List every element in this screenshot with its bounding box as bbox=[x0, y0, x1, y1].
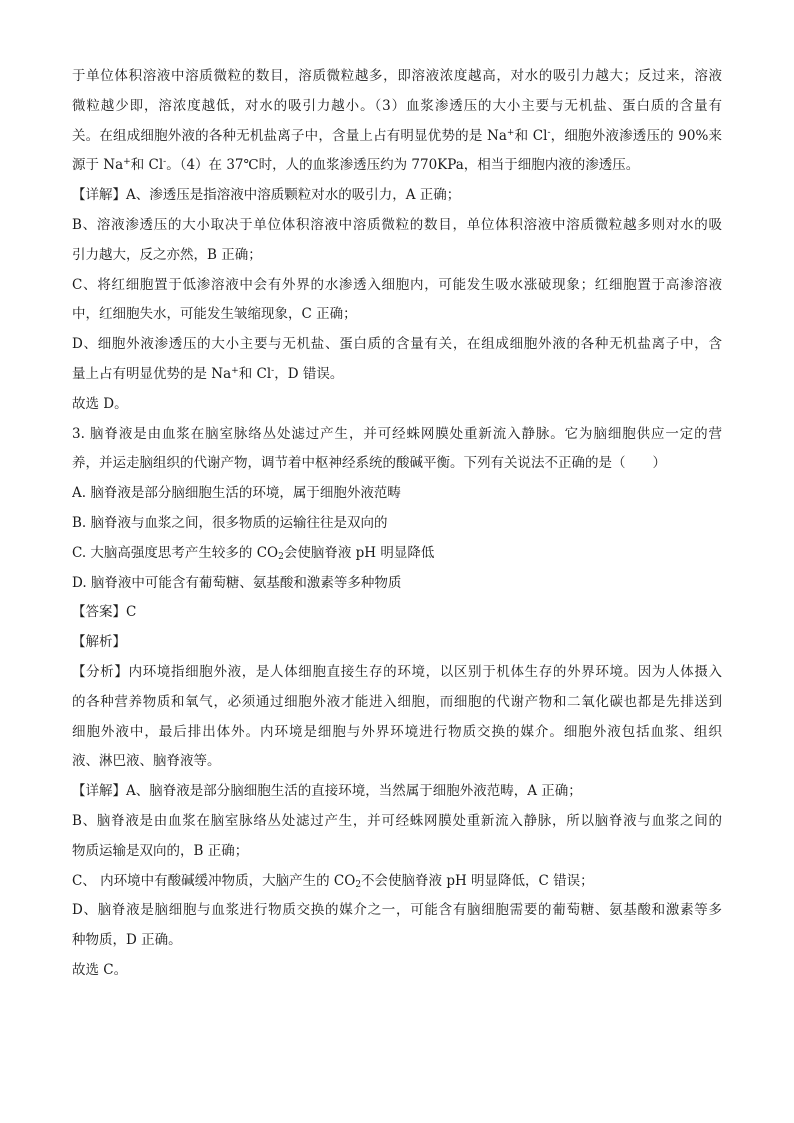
text-line: 种物质，D 正确。 bbox=[72, 932, 182, 949]
superscript: + bbox=[506, 127, 515, 138]
text-line: 【详解】A、脑脊液是部分脑细胞生活的直接环境，当然属于细胞外液范畴，A 正确； bbox=[72, 783, 582, 800]
text-line: 中，红细胞失水，可能发生皱缩现象，C 正确； bbox=[72, 306, 357, 323]
text-line: 【答案】C bbox=[72, 604, 137, 621]
text-line: 细胞外液中，最后排出体外。内环境是细胞与外界环境进行物质交换的媒介。细胞外液包括血浆、组织 bbox=[72, 723, 722, 740]
text-line: 【详解】A、渗透压是指溶液中溶质颗粒对水的吸引力，A 正确； bbox=[72, 187, 461, 204]
text-run: C、 内环境中有酸碱缓冲物质，大脑产生的 CO bbox=[72, 872, 356, 889]
superscript: + bbox=[123, 157, 131, 168]
text-line: D. 脑脊液中可能含有葡萄糖、氨基酸和激素等多种物质 bbox=[72, 574, 402, 591]
text-line: 的各种营养物质和氧气，必须通过细胞外液才能进入细胞，而细胞的代谢产物和二氧化碳也都是先排送到 bbox=[72, 693, 722, 710]
text-line bbox=[72, 539, 722, 569]
text-run: 和 Cl bbox=[514, 127, 548, 144]
text-run: 源于 Na bbox=[72, 157, 124, 174]
subscript: 2 bbox=[355, 879, 362, 890]
text-line: 引力越大，反之亦然，B 正确； bbox=[72, 246, 262, 263]
text-line: 液、淋巴液、脑脊液等。 bbox=[72, 753, 221, 770]
superscript: - bbox=[163, 157, 167, 168]
text-line: 故选 C。 bbox=[72, 961, 128, 978]
text-line: 故选 D。 bbox=[72, 395, 128, 412]
text-run: 不会使脑脊液 pH 明显降低，C 错误； bbox=[361, 872, 594, 889]
text-line: 【解析】 bbox=[72, 634, 126, 651]
text-line: 3. 脑脊液是由血浆在脑室脉络丛处滤过产生，并可经蛛网膜处重新流入静脉。它为脑细胞供应一定的营 bbox=[72, 425, 722, 442]
text-line bbox=[72, 360, 722, 390]
text-line: B、溶液渗透压的大小取决于单位体积溶液中溶质微粒的数目，单位体积溶液中溶质微粒越多则对水的吸 bbox=[72, 216, 722, 233]
text-line: 物质运输是双向的，B 正确； bbox=[72, 842, 249, 859]
text-run: 和 Cl bbox=[130, 157, 164, 174]
text-line bbox=[72, 151, 722, 181]
text-line: 【分析】内环境指细胞外液，是人体细胞直接生存的环境，以区别于机体生存的外界环境。因为人体摄入 bbox=[72, 663, 722, 680]
text-run: ，细胞外液渗透压的 90%来 bbox=[550, 127, 722, 144]
text-line bbox=[72, 867, 722, 897]
text-line: B. 脑脊液与血浆之间，很多物质的运输往往是双向的 bbox=[72, 514, 388, 531]
text-line: D、细胞外液渗透压的大小主要与无机盐、蛋白质的含量有关，在组成细胞外液的各种无机盐离子中，含 bbox=[72, 336, 722, 353]
text-run: 关。在组成细胞外液的各种无机盐离子中，含量上占有明显优势的是 Na bbox=[72, 127, 507, 144]
document-page bbox=[72, 62, 722, 986]
superscript: - bbox=[271, 365, 275, 376]
text-run: 和 Cl bbox=[238, 365, 272, 382]
text-line: C、将红细胞置于低渗溶液中会有外界的水渗透入细胞内，可能发生吸水涨破现象；红细胞置于高渗溶液 bbox=[72, 276, 722, 293]
superscript: - bbox=[547, 127, 551, 138]
text-line: 养，并运走脑组织的代谢产物，调节着中枢神经系统的酸碱平衡。下列有关说法不正确的是（ ） bbox=[72, 455, 666, 472]
text-line: 于单位体积溶液中溶质微粒的数目，溶质微粒越多，即溶液浓度越高，对水的吸引力越大；反过来，溶液 bbox=[72, 68, 722, 84]
text-line bbox=[72, 122, 722, 152]
superscript: + bbox=[231, 365, 239, 376]
text-line: D、脑脊液是脑细胞与血浆进行物质交换的媒介之一，可能含有脑细胞需要的葡萄糖、氨基酸和激素等多 bbox=[72, 902, 722, 919]
text-line: 微粒越少即，溶浓度越低，对水的吸引力越小。（3）血浆渗透压的大小主要与无机盐、蛋白质的含量有 bbox=[72, 97, 722, 114]
text-run: ，D 错误。 bbox=[274, 365, 344, 382]
text-run: 会使脑脊液 pH 明显降低 bbox=[283, 544, 435, 561]
text-line: A. 脑脊液是部分脑细胞生活的环境，属于细胞外液范畴 bbox=[72, 485, 401, 502]
text-run: 量上占有明显优势的是 Na bbox=[72, 365, 232, 382]
text-run: C. 大脑高强度思考产生较多的 CO bbox=[72, 544, 279, 561]
text-run: 。（4）在 37℃时，人的血浆渗透压约为 770KPa，相当于细胞内液的渗透压。 bbox=[166, 157, 640, 174]
subscript: 2 bbox=[278, 551, 284, 562]
text-line: B、脑脊液是由血浆在脑室脉络丛处滤过产生，并可经蛛网膜处重新流入静脉，所以脑脊液与血浆之间的 bbox=[72, 812, 722, 829]
